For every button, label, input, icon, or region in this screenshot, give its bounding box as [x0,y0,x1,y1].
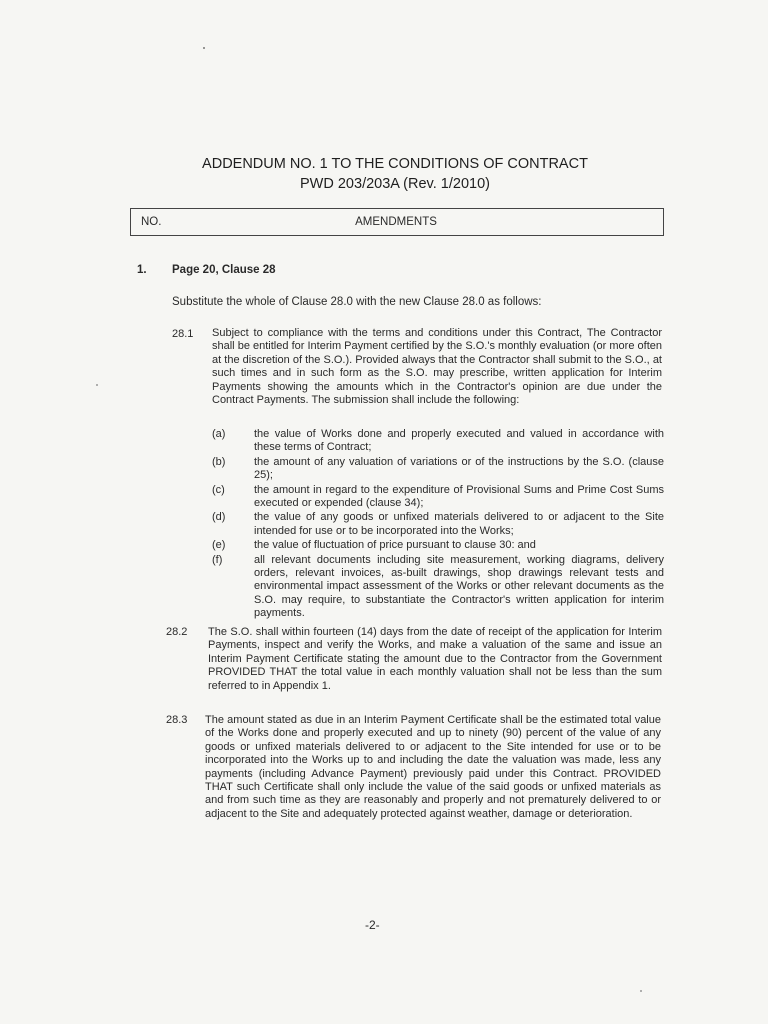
clause-text-28-3: The amount stated as due in an Interim Payment Certificate shall be the estimated total value of the Works done and properly executed and up to ninety (90) percent of the value of any goods or unfixed materials delivered to or adjacent to the Site intended for use or to be incorporated into the Works up to and including the date the valuation was made, less any payments (including Advance Payment) previously paid under this Contract. PROVIDED THAT such Certificate shall only include the value of the said goods or unfixed materials as and from such time as they are reasonably and properly and not prematurely delivered to or adjacent to the Site and adequately protected against weather, damage or deterioration. [205,714,661,820]
list-text: all relevant documents including site measurement, working diagrams, delivery orders, relevant invoices, as-built drawings, shop drawings relevant tests and environmental impact assessment of the Works or other relevant documents as the S.O. may require, to substantiate the Contractor's written application for interim payments. [254,553,664,620]
clause-text-28-2: The S.O. shall within fourteen (14) days from the date of receipt of the application for Interim Payments, inspect and verify the Works, and make a valuation of the same and issue an Interim Payment Certificate stating the amount due to the Contractor from the Government PROVIDED THAT the total value in each monthly valuation shall not be less than the sum referred to in Appendix 1. [208,626,662,692]
list-item [212,428,664,455]
item-number: 1. [137,264,147,276]
list-item [212,484,664,511]
list-marker: (a) [212,428,226,440]
list-marker: (e) [212,539,226,552]
clause-number-28-2: 28.2 [166,626,188,638]
list-text: the value of Works done and properly executed and valued in accordance with these terms of Contract; [254,428,664,454]
list-text: the value of fluctuation of price pursuant to clause 30: and [254,539,536,552]
title-line-2: PWD 203/203A (Rev. 1/2010) [300,176,490,192]
list-item [212,456,664,483]
item-intro: Substitute the whole of Clause 28.0 with the new Clause 28.0 as follows: [172,296,542,308]
header-amendments-label: AMENDMENTS [355,216,437,228]
list-item [212,511,664,538]
amendments-table-header [130,208,664,236]
list-marker: (f) [212,553,223,566]
list-item [212,539,664,552]
list-item [212,554,664,621]
clause-number-28-1: 28.1 [172,328,194,340]
list-text: the amount of any valuation of variations or of the instructions by the S.O. (clause 25); [254,455,664,482]
list-marker: (c) [212,483,225,496]
item-heading: Page 20, Clause 28 [172,264,276,276]
clause-number-28-3: 28.3 [166,714,188,726]
title-line-1: ADDENDUM NO. 1 TO THE CONDITIONS OF CONTRACT [202,156,588,172]
list-text: the value of any goods or unfixed materials delivered to or adjacent to the Site intended for use or to be incorporated into the Works; [254,511,664,537]
scan-speck [203,47,205,49]
submission-list [212,428,664,622]
header-no-label: NO. [141,216,162,228]
list-marker: (b) [212,455,226,468]
scan-speck [640,990,642,992]
scan-speck [96,384,98,386]
page-number: -2- [365,918,380,932]
document-title [150,154,640,194]
list-text: the amount in regard to the expenditure of Provisional Sums and Prime Cost Sums executed or expended (clause 34); [254,483,664,510]
list-marker: (d) [212,511,226,524]
clause-text-28-1: Subject to compliance with the terms and conditions under this Contract, The Contractor shall be entitled for Interim Payment certified by the S.O.'s monthly evaluation (or more often at the discretion of the S.O.). Provided always that the Contractor shall submit to the S.O., at such times and in such form as the S.O. may prescribe, written application for Interim Payments showing the amounts which in the Contractor's opinion are due under the Contract Payments. The submission shall include the following: [212,327,662,407]
